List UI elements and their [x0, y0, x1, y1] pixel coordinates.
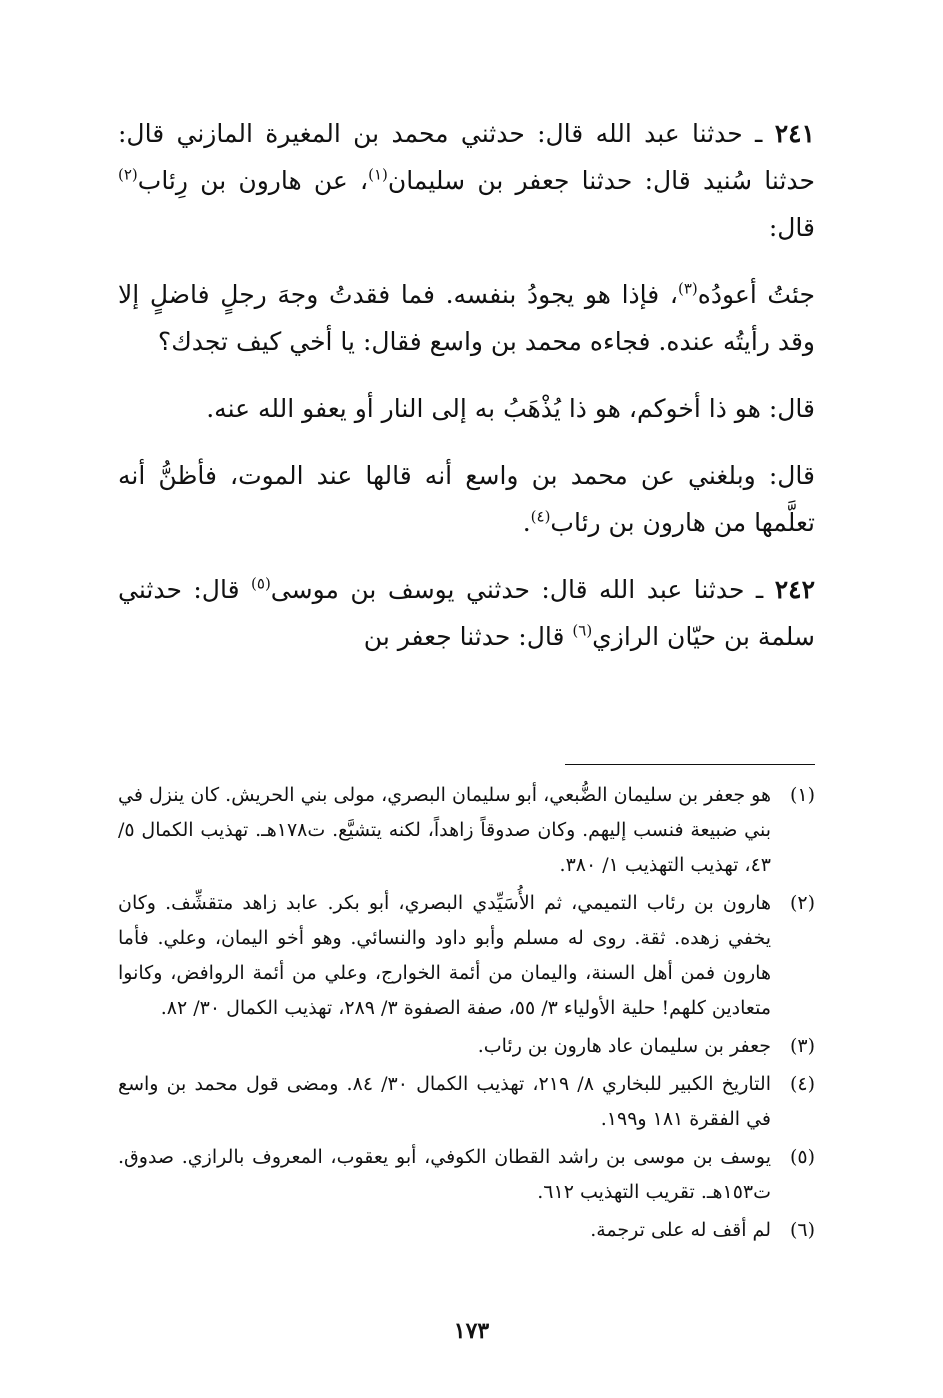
- entry-242-paragraph-1: [118, 566, 815, 660]
- footnote-ref[interactable]: (٥): [251, 574, 271, 593]
- footnote-5: [118, 1140, 815, 1210]
- footnote-text: هارون بن رئاب التميمي، ثم الأُسَيِّدي البصري، أبو بكر. عابد زاهد متقشِّف. وكان يخفي زهده. ثقة. روى له مسلم وأبو داود والنسائي. وهو أخو اليمان، وعلي. فأما هارون فمن أهل السنة، واليمان من أئمة الخوارج، وعلي من أئمة الروافض، وكانوا متعادين كلهم! حلية الأولياء ٣/ ٥٥، صفة الصفوة ٣/ ٢٨٩، تهذيب الكمال ٣٠/ ٨٢.: [118, 892, 771, 1019]
- footnote-ref[interactable]: (١): [368, 165, 388, 184]
- entry-text: قال: هو ذا أخوكم، هو ذا يُذْهَبُ به إلى النار أو يعفو الله عنه.: [206, 394, 815, 423]
- entry-241-paragraph-4: [118, 452, 815, 546]
- entry-number: ٢٤٢: [774, 575, 816, 604]
- entry-text: جئتُ أعودُه: [697, 280, 815, 309]
- entry-text: ـ حدثنا عبد الله قال: حدثني يوسف بن موسى: [270, 575, 775, 604]
- footnote-divider: [565, 764, 815, 765]
- entry-241-paragraph-2: [118, 271, 815, 365]
- footnote-ref[interactable]: (٢): [118, 165, 138, 184]
- footnote-number: (١): [789, 784, 815, 806]
- footnote-number: (٥): [789, 1146, 815, 1168]
- footnote-2: [118, 886, 815, 1026]
- main-text: [118, 110, 815, 680]
- footnote-ref[interactable]: (٦): [572, 621, 593, 640]
- entry-text: قال:: [768, 213, 815, 242]
- footnote-ref[interactable]: (٣): [677, 279, 698, 298]
- footnote-text: هو جعفر بن سليمان الضُّبعي، أبو سليمان البصري، مولى بني الحريش. كان ينزل في بني ضبيعة فنسب إليهم. وكان صدوقاً زاهداً، لكنه يتشيَّع. ت١٧٨هـ. تهذيب الكمال ٥/ ٤٣، تهذيب التهذيب ١/ ٣٨٠.: [118, 784, 771, 876]
- entry-text: قال: وبلغني عن محمد بن واسع أنه قالها عند الموت، فأظنُّ أنه تعلَّمها من هارون بن رئاب: [118, 461, 815, 537]
- footnote-1: [118, 778, 815, 883]
- footnotes: [118, 778, 815, 1251]
- footnote-text: جعفر بن سليمان عاد هارون بن رئاب.: [477, 1035, 771, 1057]
- entry-text: قال: حدثنا جعفر بن: [363, 622, 573, 651]
- footnote-number: (٢): [789, 892, 815, 914]
- footnote-text: لم أقف له على ترجمة.: [590, 1219, 771, 1241]
- page-number: ١٧٣: [453, 1318, 490, 1344]
- entry-text: .: [522, 508, 531, 537]
- entry-text: ، فإذا هو يجودُ بنفسه. فما فقدتُ وجهَ رجلٍ فاضلٍ إلا وقد رأيتُه عنده. فجاءه محمد بن واسع فقال: يا أخي كيف تجدك؟: [118, 280, 815, 356]
- footnote-text: يوسف بن موسى بن راشد القطان الكوفي، أبو يعقوب، المعروف بالرازي. صدوق. ت١٥٣هـ. تقريب التهذيب ٦١٢.: [118, 1146, 771, 1203]
- entry-text: ، عن هارون بن رِئاب: [137, 166, 369, 195]
- footnote-number: (٦): [789, 1219, 815, 1241]
- entry-text: قال: حدثني سلمة بن حيّان الرازي: [118, 575, 815, 651]
- footnote-number: (٤): [789, 1073, 815, 1095]
- entry-241-paragraph-3: [118, 385, 815, 432]
- footnote-number: (٣): [789, 1035, 815, 1057]
- footnote-3: [118, 1029, 815, 1064]
- footnote-ref[interactable]: (٤): [530, 507, 551, 526]
- entry-number: ٢٤١: [774, 119, 815, 148]
- entry-text: ـ حدثنا عبد الله قال: حدثني محمد بن المغيرة المازني قال: حدثنا سُنيد قال: حدثنا جعفر بن سليمان: [118, 119, 816, 195]
- footnote-4: [118, 1067, 815, 1137]
- footnote-text: التاريخ الكبير للبخاري ٨/ ٢١٩، تهذيب الكمال ٣٠/ ٨٤. ومضى قول محمد بن واسع في الفقرة ١٨١ و١٩٩.: [118, 1073, 771, 1130]
- footnote-6: [118, 1213, 815, 1248]
- entry-241-paragraph-1: [118, 110, 815, 251]
